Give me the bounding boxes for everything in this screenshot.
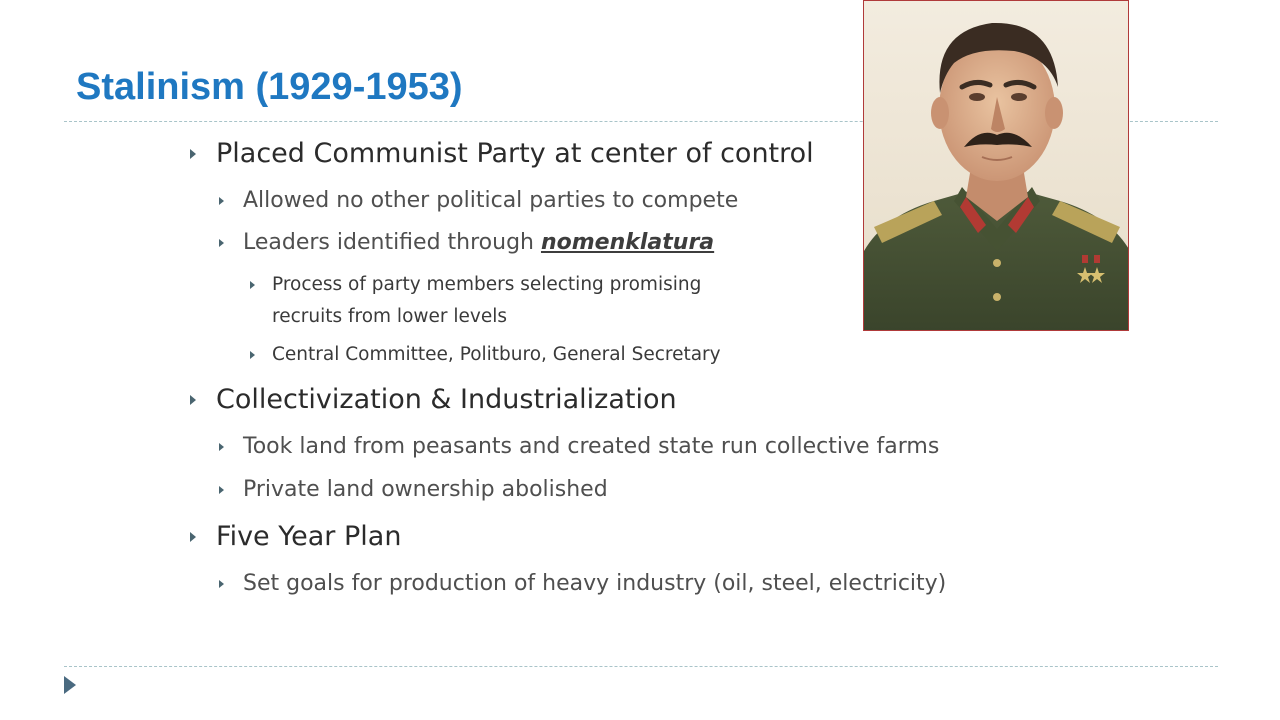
triangle-right-icon <box>190 149 196 159</box>
triangle-right-icon <box>219 197 224 205</box>
portrait-photo <box>863 0 1129 331</box>
bullet-text: Process of party members selecting promising <box>272 274 702 295</box>
bullet-text: Allowed no other political parties to compete <box>243 188 739 213</box>
bullet-five-year-plan <box>190 521 401 552</box>
bullet-private-land <box>219 477 608 502</box>
triangle-right-icon <box>190 395 196 405</box>
bullet-process-selection-continued: recruits from lower levels <box>272 306 508 327</box>
bullet-text: Placed Communist Party at center of control <box>216 138 814 169</box>
bullet-party-control <box>190 138 814 169</box>
triangle-right-icon <box>250 351 255 359</box>
triangle-right-icon <box>219 239 224 247</box>
triangle-right-icon <box>219 486 224 494</box>
bullet-text: Private land ownership abolished <box>243 477 608 502</box>
bullet-process-selection <box>250 274 701 295</box>
bullet-text <box>243 230 714 255</box>
bullet-production-goals <box>219 571 946 596</box>
bullet-text-prefix: Leaders identified through <box>243 230 541 255</box>
triangle-right-icon <box>250 281 255 289</box>
bullet-central-committee <box>250 344 721 365</box>
triangle-right-icon <box>219 580 224 588</box>
bullet-text: Took land from peasants and created state run collective farms <box>243 434 940 459</box>
slide-title: Stalinism (1929-1953) <box>76 66 463 108</box>
nomenklatura-term: nomenklatura <box>540 230 715 255</box>
play-triangle-icon[interactable] <box>64 676 76 694</box>
bullet-nomenklatura <box>219 230 714 255</box>
bullet-took-land <box>219 434 939 459</box>
portrait-illustration <box>864 1 1129 331</box>
bullet-text: Central Committee, Politburo, General Secretary <box>272 344 721 365</box>
triangle-right-icon <box>219 443 224 451</box>
bullet-collectivization <box>190 384 677 415</box>
bullet-no-other-parties <box>219 188 738 213</box>
bullet-text: Five Year Plan <box>216 521 402 552</box>
bullet-text: Set goals for production of heavy industry (oil, steel, electricity) <box>243 571 947 596</box>
triangle-right-icon <box>190 532 196 542</box>
bullet-text: Collectivization & Industrialization <box>216 384 677 415</box>
bottom-divider <box>64 666 1218 667</box>
